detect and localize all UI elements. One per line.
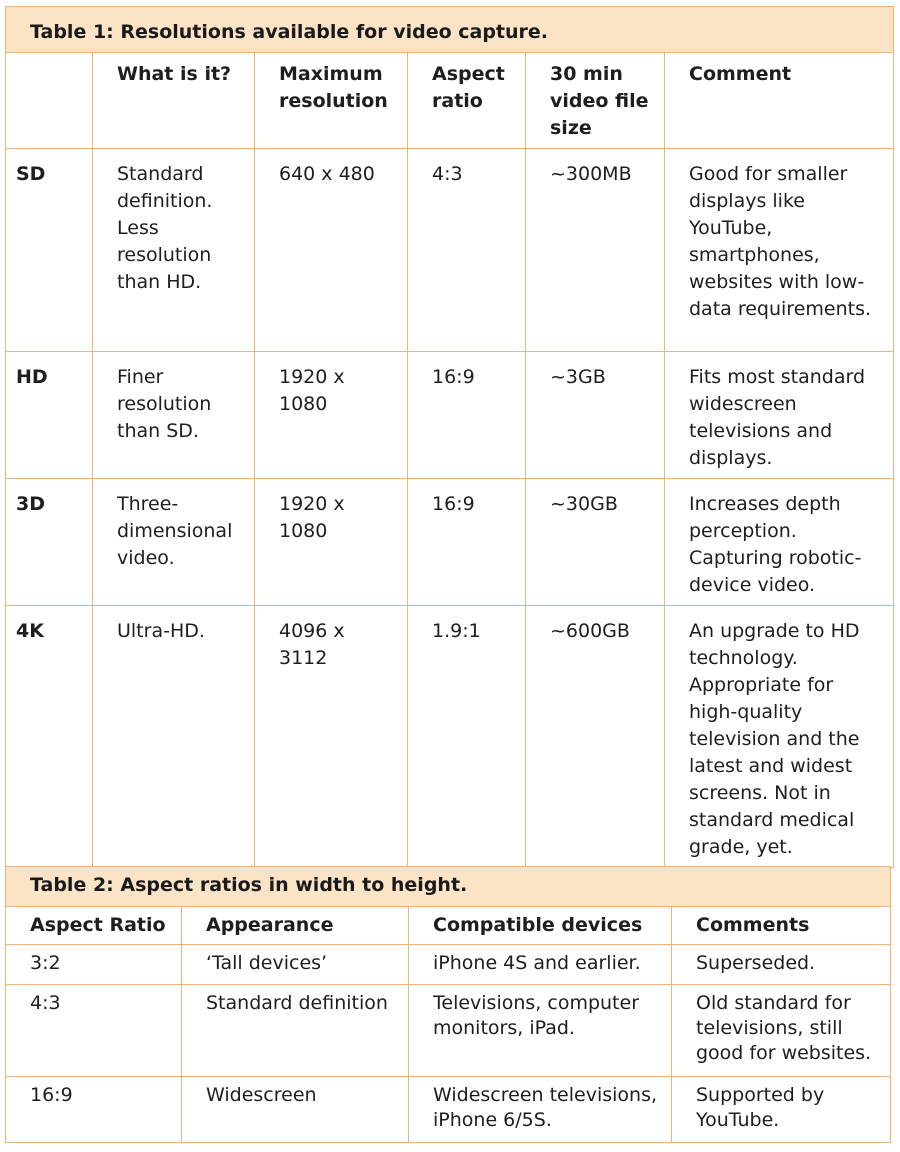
table-cell: 4096 x 3112	[255, 606, 408, 868]
table-cell: Fits most standard widescreen televisions and displays.	[665, 352, 894, 479]
header-cell: Comment	[665, 53, 894, 149]
table-cell: 1920 x 1080	[255, 352, 408, 479]
table-cell: 16:9	[408, 479, 526, 606]
table-row	[6, 479, 894, 606]
header-cell: 30 min video file size	[526, 53, 665, 149]
table-row	[6, 945, 891, 985]
table-cell: Superseded.	[672, 945, 891, 985]
header-cell: Compatible devices	[409, 907, 672, 945]
table-cell: Good for smaller displays like YouTube, smartphones, websites with low-data requirements.	[665, 149, 894, 352]
aspect-ratios-table	[5, 866, 891, 1143]
table-cell: Widescreen televisions, iPhone 6/5S.	[409, 1077, 672, 1143]
table-cell: 4:3	[6, 985, 182, 1077]
table-cell: Standard definition. Less resolution than HD.	[93, 149, 255, 352]
header-cell: Appearance	[182, 907, 409, 945]
table-cell: ~3GB	[526, 352, 665, 479]
header-cell: Aspect ratio	[408, 53, 526, 149]
table-header-row	[6, 907, 891, 945]
table-row	[6, 985, 891, 1077]
table-cell: Finer resolution than SD.	[93, 352, 255, 479]
table-header-row	[6, 53, 894, 149]
table-cell: iPhone 4S and earlier.	[409, 945, 672, 985]
header-cell: Aspect Ratio	[6, 907, 182, 945]
table-cell: Increases depth perception. Capturing robotic-device video.	[665, 479, 894, 606]
row-label: 4K	[6, 606, 93, 868]
table-row	[6, 352, 894, 479]
table-cell: ~30GB	[526, 479, 665, 606]
table-cell: Three-dimensional video.	[93, 479, 255, 606]
table-caption-row	[6, 867, 891, 907]
row-label: HD	[6, 352, 93, 479]
row-label: SD	[6, 149, 93, 352]
header-cell: Maximum resolution	[255, 53, 408, 149]
table-cell: An upgrade to HD technology. Appropriate for high-quality television and the latest and widest screens. Not in standard medical grade, yet.	[665, 606, 894, 868]
header-cell: Comments	[672, 907, 891, 945]
resolutions-table	[5, 6, 894, 868]
table-cell: 1920 x 1080	[255, 479, 408, 606]
table-cell: ‘Tall devices’	[182, 945, 409, 985]
table-cell: Old standard for televisions, still good for websites.	[672, 985, 891, 1077]
table-cell: ~600GB	[526, 606, 665, 868]
table-cell: 1.9:1	[408, 606, 526, 868]
table-cell: 16:9	[6, 1077, 182, 1143]
table-cell: ~300MB	[526, 149, 665, 352]
table-row	[6, 606, 894, 868]
table-cell: 4:3	[408, 149, 526, 352]
table-row	[6, 1077, 891, 1143]
table-cell: Supported by YouTube.	[672, 1077, 891, 1143]
table-caption-row	[6, 7, 894, 53]
table-cell: Televisions, computer monitors, iPad.	[409, 985, 672, 1077]
table-cell: 640 x 480	[255, 149, 408, 352]
table-cell: Widescreen	[182, 1077, 409, 1143]
row-label: 3D	[6, 479, 93, 606]
table2-caption: Table 2: Aspect ratios in width to height.	[6, 867, 891, 907]
table-cell: 3:2	[6, 945, 182, 985]
table-cell: 16:9	[408, 352, 526, 479]
table-row	[6, 149, 894, 352]
table-cell: Ultra-HD.	[93, 606, 255, 868]
table1-caption: Table 1: Resolutions available for video capture.	[6, 7, 894, 53]
table-cell: Standard definition	[182, 985, 409, 1077]
header-cell: What is it?	[93, 53, 255, 149]
header-cell	[6, 53, 93, 149]
